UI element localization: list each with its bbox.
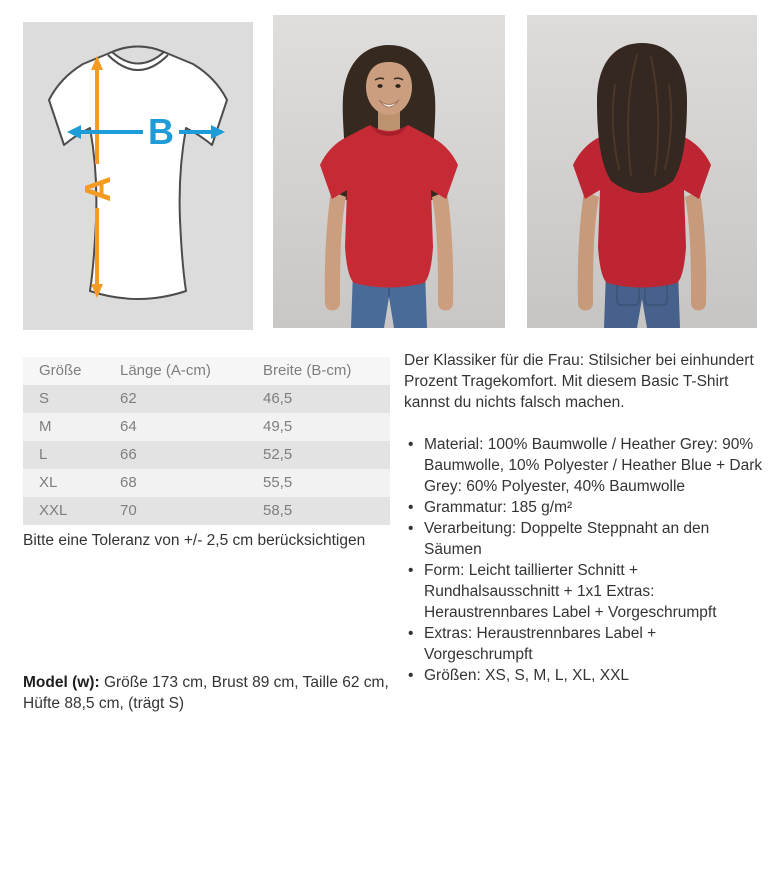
feature-extras: • Extras: Heraustrennbares Label + Vorgeschrumpft xyxy=(404,623,766,665)
size-cell: S xyxy=(39,390,50,407)
width-cell: 49,5 xyxy=(263,418,293,435)
width-cell: 55,5 xyxy=(263,474,293,491)
width-cell: 52,5 xyxy=(263,446,293,463)
width-cell: 46,5 xyxy=(263,390,293,407)
table-row xyxy=(23,497,390,525)
width-cell: 58,5 xyxy=(263,502,293,519)
table-row xyxy=(23,385,390,413)
model-back-illustration xyxy=(527,15,757,328)
feature-form: • Form: Leicht taillierter Schnitt + Rundhalsausschnitt + 1x1 Extras: Heraustrennbares Label + Vorgeschrumpft xyxy=(404,560,766,623)
label-a: A xyxy=(77,176,118,202)
model-measurements xyxy=(23,672,403,714)
feature-material: • Material: 100% Baumwolle / Heather Grey: 90% Baumwolle, 10% Polyester / Heather Blue + Dark Grey: 60% Polyester, 40% Baumwolle xyxy=(404,434,766,497)
length-cell: 70 xyxy=(120,502,137,519)
column-header-breite: Breite (B-cm) xyxy=(263,362,352,379)
description-intro: Der Klassiker für die Frau: Stilsicher bei einhundert Prozent Tragekomfort. Mit diesem Basic T-Shirt kannst du nichts falsch machen. xyxy=(404,352,754,411)
model-front-photo xyxy=(273,15,505,328)
model-label: Model (w): xyxy=(23,674,100,691)
table-row xyxy=(23,441,390,469)
label-b: B xyxy=(148,111,174,152)
model-text: Größe 173 cm, Brust 89 cm, Taille 62 cm, Hüfte 88,5 cm, (trägt S) xyxy=(23,674,389,712)
tolerance-note: Bitte eine Toleranz von +/- 2,5 cm berücksichtigen xyxy=(23,532,366,549)
tshirt-measurement-illustration xyxy=(23,22,253,330)
length-cell: 64 xyxy=(120,418,137,435)
product-description xyxy=(404,350,766,686)
length-cell: 62 xyxy=(120,390,137,407)
length-cell: 68 xyxy=(120,474,137,491)
size-measurement-diagram xyxy=(23,22,253,330)
length-cell: 66 xyxy=(120,446,137,463)
feature-verarbeitung: • Verarbeitung: Doppelte Steppnaht an den Säumen xyxy=(404,518,766,560)
column-header-laenge: Länge (A-cm) xyxy=(120,362,211,379)
feature-grammatur: • Grammatur: 185 g/m² xyxy=(404,497,766,518)
model-front-illustration xyxy=(273,15,505,328)
feature-list xyxy=(404,434,766,686)
size-cell: L xyxy=(39,446,48,463)
size-cell: XL xyxy=(39,474,58,491)
size-table xyxy=(23,357,390,525)
size-cell: M xyxy=(39,418,52,435)
model-back-photo xyxy=(527,15,757,328)
size-cell: XXL xyxy=(39,502,68,519)
table-row xyxy=(23,413,390,441)
column-header-groesse: Größe xyxy=(39,362,82,379)
size-table-header-row xyxy=(23,357,390,385)
feature-groessen: • Größen: XS, S, M, L, XL, XXL xyxy=(404,665,766,686)
table-row xyxy=(23,469,390,497)
